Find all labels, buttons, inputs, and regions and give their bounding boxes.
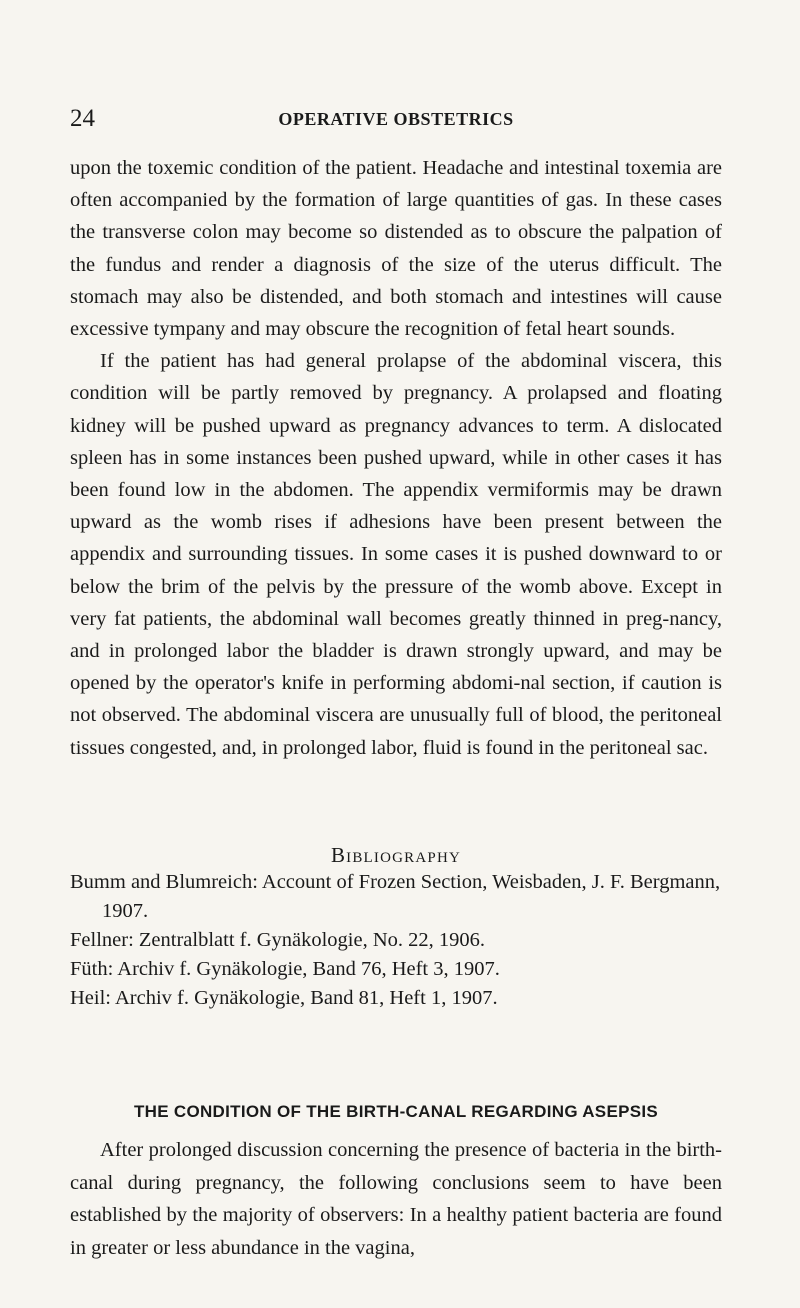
running-title: OPERATIVE OBSTETRICS (278, 109, 514, 129)
section-heading: THE CONDITION OF THE BIRTH-CANAL REGARDING ASEPSIS (133, 1102, 659, 1121)
bibliography-entry: Bumm and Blumreich: Account of Frozen Section, Weisbaden, J. F. Bergmann, 1907. (70, 871, 721, 922)
paragraph-asepsis: After prolonged discussion concerning the presence of bacteria in the birth-canal during pregnancy, the following conclusions seem to have been established by the majority of observers: In a healthy patient bacteria are found in greater or less abundance in the vagina, (70, 1139, 722, 1259)
page-number: 24 (70, 105, 95, 132)
bibliography-heading (70, 842, 722, 870)
bibliography-entry: Füth: Archiv f. Gynäkologie, Band 76, Heft 3, 1907. (70, 958, 500, 980)
body-text (70, 152, 722, 764)
bibliography-entry: Heil: Archiv f. Gynäkologie, Band 81, Heft 1, 1907. (70, 987, 498, 1009)
section-text (70, 1134, 722, 1264)
paragraph-toxemia: upon the toxemic condition of the patient. Headache and intestinal toxemia are often accompanied by the formation of large quantities of gas. In these cases the transverse colon may become so distended as to obscure the palpation of the fundus and render a diagnosis of the size of the uterus difficult. The stomach may also be distended, and both stomach and intestines will cause excessive tympany and may obscure the recognition of fetal heart sounds. (70, 157, 722, 341)
bibliography-entry: Fellner: Zentralblatt f. Gynäkologie, No. 22, 1906. (70, 929, 486, 951)
bibliography-heading-text: Bibliography (330, 843, 462, 867)
running-head (70, 104, 722, 134)
bibliography-list (70, 868, 722, 1013)
paragraph-prolapse: If the patient has had general prolapse of the abdominal viscera, this condition will be partly removed by pregnancy. A prolapsed and floating kidney will be pushed upward as pregnancy advances to term. A dislocated spleen has in some instances been pushed upward, while in other cases it has been found low in the abdomen. The appendix vermiformis may be drawn upward as the womb rises if adhesions have been present between the appendix and surrounding tissues. In some cases it is pushed downward to or below the brim of the pelvis by the pressure of the womb above. Except in very fat patients, the abdominal wall becomes greatly thinned in preg-nancy, and in prolonged labor the bladder is drawn strongly upward, and may be opened by the operator's knife in performing abdomi-nal section, if caution is not observed. The abdominal viscera are unusually full of blood, the peritoneal tissues congested, and, in prolonged labor, fluid is found in the peritoneal sac. (70, 350, 722, 759)
